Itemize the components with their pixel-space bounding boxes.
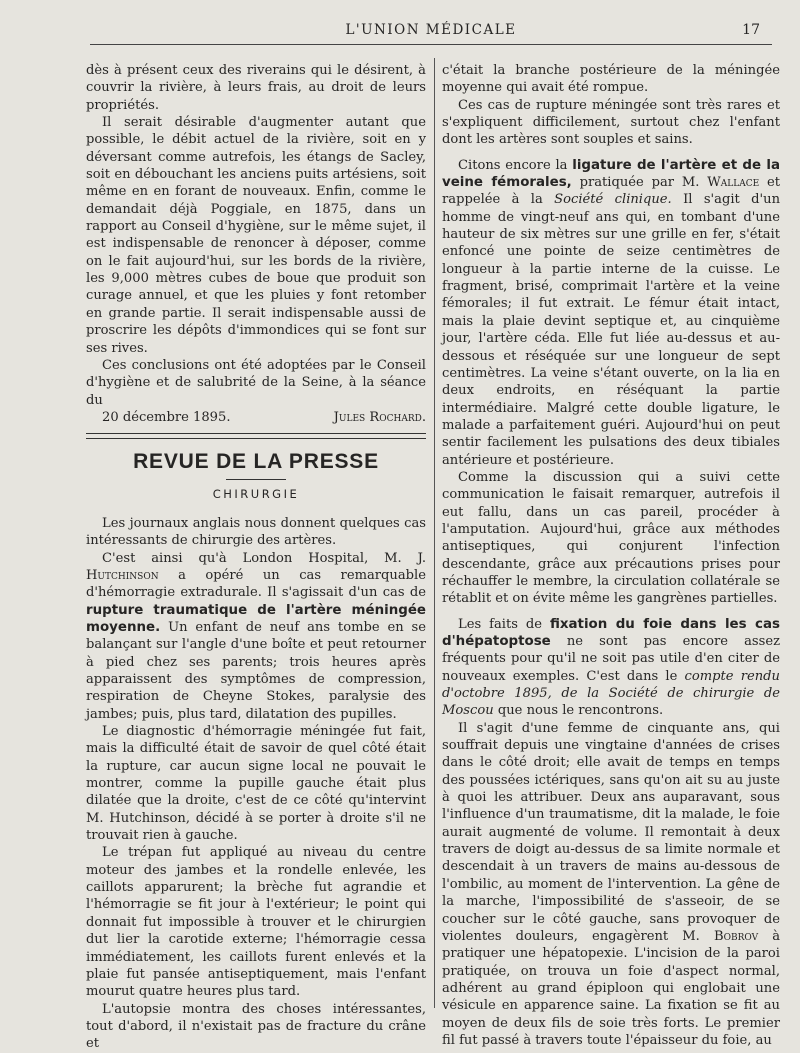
column-divider [434, 58, 435, 1008]
paragraph: c'était la branche postérieure de la méningée moyenne qui avait été rompue. [442, 63, 780, 96]
right-column [442, 62, 780, 1049]
page-number: 17 [742, 22, 760, 38]
paragraph: Le trépan fut appliqué au niveau du centre moteur des jambes et la rondelle enlevée, les caillots apparurent; la brèche fut agrandie et l'hémorragie se fit jour à l'extérieur; le point qui donnait fut impossible à trouver et le chirurgien dut lier la carotide externe; l'hémorragie cessa immédiatement, les caillots furent enlevés et la plaie fut pansée antiseptiquement, mais l'enfant mourut quatre heures plus tard. [86, 845, 426, 1000]
highlight-term: ligature de l'artère et de la veine fémorales, [442, 157, 780, 191]
paragraph: C'est ainsi qu'à London Hospital, M. J. Hutchinson a opéré un cas remarquable d'hémorragie extradurale. Il s'agissait d'un cas de rupture traumatique de l'artère méningée moyenne. Un enfant de neuf ans tombe en se balançant sur l'angle d'une boîte et peut retourner à pied chez ses parents; trois heures après apparaissent des symptômes de compression, respiration de Cheyne Stokes, paralysie des jambes; puis, plus tard, dilatation des pupilles. [86, 550, 426, 722]
paragraph: Il serait désirable d'augmenter autant que possible, le débit actuel de la rivière, soit en y déversant comme autrefois, les étangs de Sacley, soit en débouchant les anciens puits artésiens, soit même en en forant de nouveaux. Enfin, comme le demandait déjà Poggiale, en 1875, dans un rapport au Conseil d'hygiène, sur le même sujet, il est indispensable de renoncer à déposer, comme on le fait aujourd'hui, sur les bords de la rivière, les 9,000 mètres cubes de boue que produit son curage annuel, et que les pluies y font retomber en grande partie. Il serait indispensable aussi de proscrire les dépôts d'immondices qui se font sur ses rives. [86, 115, 426, 356]
running-header [90, 20, 772, 45]
paragraph: Les faits de fixation du foie dans les cas d'hépatoptose ne sont pas encore assez fréquents pour qu'il ne soit pas utile d'en citer de nouveaux exemples. C'est dans le compte rendu d'octobre 1895, de la Société de chirurgie de Moscou que nous le rencontrons. [442, 616, 780, 719]
left-column [86, 62, 426, 1053]
highlight-term: fixation du foie dans les cas d'hépatoptose [442, 616, 780, 649]
section-title: REVUE DE LA PRESSE [133, 450, 379, 474]
publication-title: compte rendu d'octobre 1895, de la Société de chirurgie de Moscou [442, 668, 780, 719]
paragraph: Ces cas de rupture méningée sont très rares et s'expliquent difficilement, surtout chez l'enfant dont les artères sont souples et sains. [442, 97, 780, 148]
paragraph: Citons encore la ligature de l'artère et de la veine fémorales, pratiquée par M. Wallace et rappelée à la Société clinique. Il s'agit d'un homme de vingt-neuf ans qui, en tombant d'une hauteur de six mètres sur une grille en fer, s'était enfoncé une pointe de seize centimètres de longueur à la partie interne de la cuisse. Le fragment, brisé, comprimait l'artère et la veine fémorales; il fut extrait. Le fémur était intact, mais la plaie devint septique et, au cinquième jour, l'artère céda. Elle fut liée au-dessus et au-dessous et réséquée sur une longueur de sept centimètres. La veine s'étant ouverte, on la lia en deux endroits, en réséquant la partie intermédiaire. Malgré cette double ligature, le malade a parfaitement guéri. Aujourd'hui on peut sentir facilement les pulsations des deux tibiales antérieure et postérieure. [442, 157, 780, 468]
short-divider [226, 479, 286, 480]
paragraph: Le diagnostic d'hémorragie méningée fut fait, mais la difficulté était de savoir de quel côté était la rupture, car aucun signe local ne pouvait le montrer, comme la pupille gauche était plus dilatée que la droite, c'est de ce côté qu'intervint M. Hutchinson, décidé à se porter à droite s'il ne trouvait rien à gauche. [86, 724, 426, 844]
article-author: Jules Rochard. [333, 409, 426, 425]
paragraph: Il s'agit d'une femme de cinquante ans, qui souffrait depuis une vingtaine d'années de crises dans le côté droit; elle avait de temps en temps des poussées ictériques, sans qu'on ait su au juste à quoi les attribuer. Deux ans auparavant, sous l'influence d'un traumatisme, dit la malade, le foie aurait augmenté de volume. Il remontait à deux travers de doigt au-dessus de sa limite normale et descendait à un travers de mains au-dessous de l'ombilic, au moment de l'intervention. La gêne de la marche, l'impossibilité de s'asseoir, de se coucher sur le côté gauche, sans provoquer de violentes douleurs, engagèrent M. Bobrov à pratiquer une hépatopexie. L'incision de la paroi pratiquée, on trouva un foie d'aspect normal, adhérent au grand épiploon qui englobait une vésicule en apparence saine. La fixation se fit au moyen de deux fils de soie très forts. Le premier fil fut passé à travers toute l'épaisseur du foie, au [442, 720, 780, 1048]
paragraph: Ces conclusions ont été adoptées par le Conseil d'hygiène et de salubrité de la Seine, à la séance du [86, 357, 426, 408]
signature-line [86, 409, 426, 426]
highlight-term: rupture traumatique de l'artère méningée moyenne. [86, 602, 426, 635]
section-divider [86, 433, 426, 439]
society-name: Société clinique. [554, 192, 672, 208]
person-name: Bobrov [713, 928, 759, 944]
paragraph: Comme la discussion qui a suivi cette communication le faisait remarquer, autrefois il eut fallu, dans un cas pareil, procéder à l'amputation. Aujourd'hui, grâce aux méthodes antiseptiques, qui conjurent l'infection descendante, grâce aux précautions prises pour réchauffer le membre, la circulation collatérale se rétablit et on évite même les gangrènes partielles. [442, 469, 780, 607]
person-name: Wallace [707, 175, 760, 191]
person-name: Hutchinson [86, 567, 159, 583]
paragraph: Les journaux anglais nous donnent quelques cas intéressants de chirurgie des artères. [86, 515, 426, 549]
running-title: L'UNION MÉDICALE [345, 22, 517, 38]
subsection-title: CHIRURGIE [212, 486, 300, 501]
article-date: 20 décembre 1895. [102, 409, 231, 425]
paragraph: dès à présent ceux des riverains qui le désirent, à couvrir la rivière, à leurs frais, au droit de leurs propriétés. [86, 63, 426, 113]
paragraph: L'autopsie montra des choses intéressantes, tout d'abord, il n'existait pas de fracture du crâne et [86, 1001, 426, 1052]
